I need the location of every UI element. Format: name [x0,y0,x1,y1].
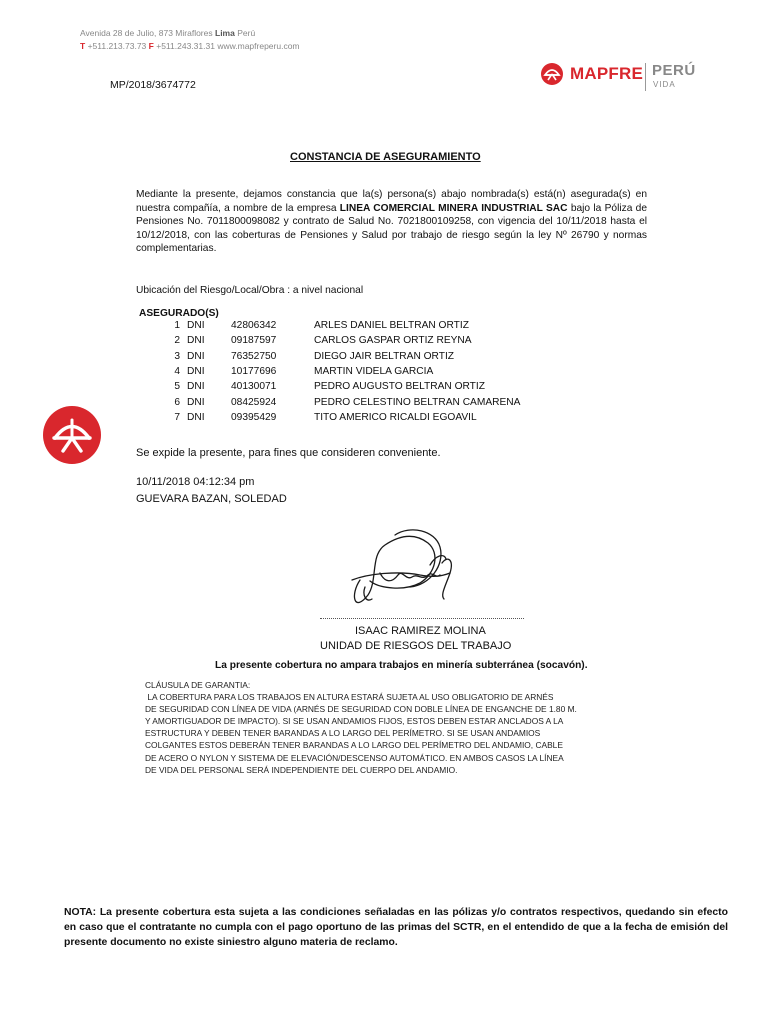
mining-exclusion-note: La presente cobertura no ampara trabajos en minería subterránea (socavón). [215,660,588,671]
handwritten-signature [340,525,470,615]
signatory-name: ISAAC RAMIREZ MOLINA [355,625,486,637]
company-contacts: T +511.213.73.73 F +511.243.31.31 www.mapfreperu.com [80,41,300,51]
clause-title: CLÁUSULA DE GARANTIA: [145,680,251,690]
list-item: 3 DNI 76352750 DIEGO JAIR BELTRAN ORTIZ [174,350,455,362]
clause-line: COLGANTES ESTOS DEBERÁN TENER BARANDAS A LO LARGO DEL PERÍMETRO DEL ANDAMIO, CABLE [145,740,563,751]
logo-divider [645,63,646,91]
clause-line: DE SEGURIDAD CON LÍNEA DE VIDA (ARNÉS DE SEGURIDAD CON DOBLE LÍNEA DE ENGANCHE DE 1.80 M. [145,704,577,715]
issuance-statement: Se expide la presente, para fines que consideren conveniente. [136,447,441,459]
clause-line: DE VIDA DEL PERSONAL SERÁ INDEPENDIENTE DEL CUERPO DEL ANDAMIO. [145,764,458,775]
risk-location: Ubicación del Riesgo/Local/Obra : a nivel nacional [136,285,364,296]
logo-brand: MAPFRE [570,64,643,83]
clause-line: Y AMORTIGUADOR DE IMPACTO). SI SE USAN ANDAMIOS FIJOS, ESTOS DEBEN ESTAR ANCLADOS A LA [145,716,564,727]
insured-header: ASEGURADO(S) [139,308,219,319]
website-link[interactable]: www.mapfreperu.com [217,41,300,51]
intro-paragraph: Mediante la presente, dejamos constancia que la(s) persona(s) abajo nombrada(s) está(n) asegurada(s) en nuestra compañía, a nombre de la empresa LINEA COMERCIAL MINERA INDUSTRIAL SAC bajo la Póliza de Pensiones No. 7011800098082 y contrato de Salud No. 7021800109258, con vigencia del 10/11/2018 hasta el 10/12/2018, con las coberturas de Pensiones y Salud por trabajo de riesgo según la ley Nº 26790 y normas complementarias. [136,189,648,254]
list-item: 4 DNI 10177696 MARTIN VIDELA GARCIA [174,365,434,377]
insured-list [0,320,768,430]
logo-country: PERÚ [652,62,696,79]
logo-line: VIDA [653,80,676,89]
document-reference: MP/2018/3674772 [110,79,196,91]
clause-line: ESTRUCTURA Y DEBEN TENER BARANDAS A LO LARGO DEL PERÍMETRO. SI SE USAN ANDAMIOS [145,728,541,739]
list-item: 1 DNI 42806342 ARLES DANIEL BELTRAN ORTIZ [174,320,469,331]
list-item: 2 DNI 09187597 CARLOS GASPAR ORTIZ REYNA [174,335,472,347]
signature-line [320,618,524,619]
insured-company: LINEA COMERCIAL MINERA INDUSTRIAL SAC [339,202,568,214]
clause-line: DE ACERO O NYLON Y SISTEMA DE ELEVACIÓN/DESCENSO AUTOMÁTICO. EN AMBOS CASOS LA LÍNEA [145,752,564,763]
document-title: CONSTANCIA DE ASEGURAMIENTO [290,151,481,163]
issue-datetime: 10/11/2018 04:12:34 pm [136,476,255,488]
company-address: Avenida 28 de Julio, 873 Miraflores Lima Perú [80,28,256,38]
list-item: 6 DNI 08425924 PEDRO CELESTINO BELTRAN CAMARENA [174,396,521,408]
list-item: 7 DNI 09395429 TITO AMERICO RICALDI EGOAVIL [174,411,477,423]
clause-line: LA COBERTURA PARA LOS TRABAJOS EN ALTURA ESTARÁ SUJETA AL USO OBLIGATORIO DE ARNÉS [145,692,554,703]
signatory-unit: UNIDAD DE RIESGOS DEL TRABAJO [320,640,512,652]
legal-note: NOTA: La presente cobertura esta sujeta a las condiciones señaladas en las pólizas y/o contratos respectivos, quedando sin efecto en caso que el contratante no cumpla con el pago oportuno de las primas del SCTR, en el entendido de que a la fecha de emisión del presente documento no existe siniestro alguno materia de reclamo. [64,907,728,948]
mapfre-trebol-icon [540,62,564,86]
guarantee-clause [145,679,615,776]
issuer-name: GUEVARA BAZAN, SOLEDAD [136,493,287,505]
list-item: 5 DNI 40130071 PEDRO AUGUSTO BELTRAN ORTIZ [174,381,485,393]
mapfre-badge-icon [42,405,102,465]
